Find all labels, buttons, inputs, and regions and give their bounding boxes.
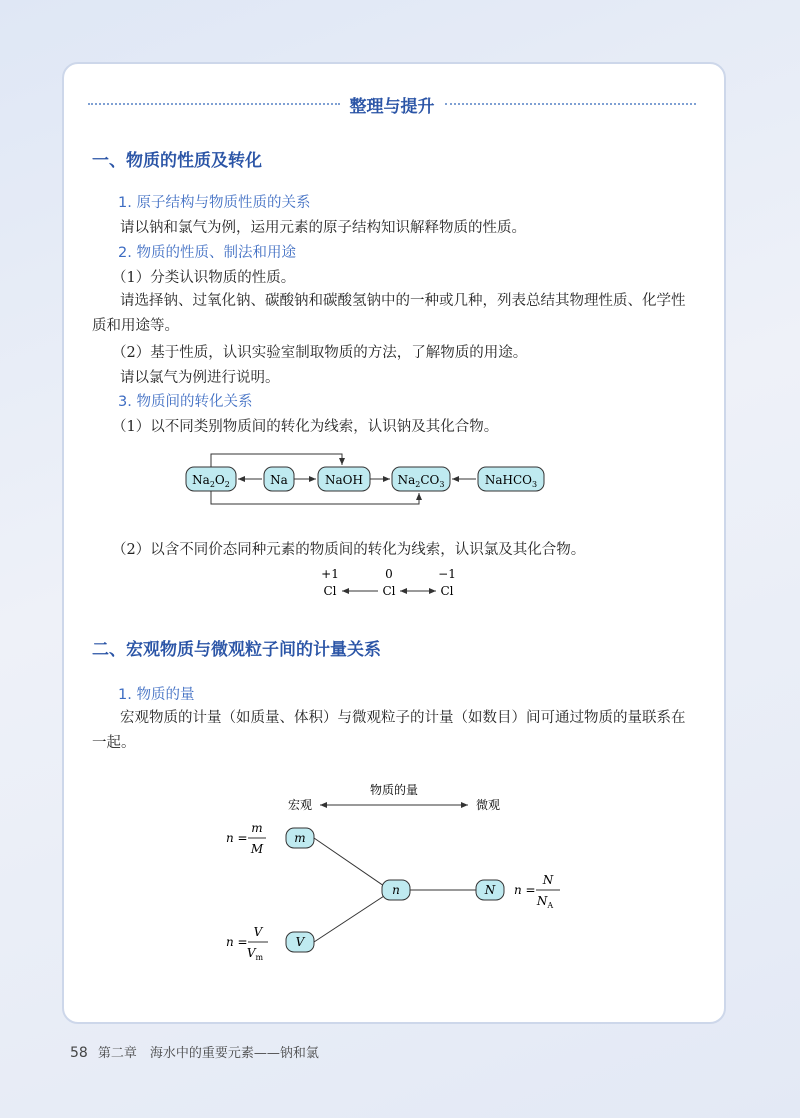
arrow-na2o2-to-naoh xyxy=(211,454,342,467)
cl-minus1: Cl xyxy=(440,584,454,598)
mole-relationship-diagram xyxy=(214,776,574,976)
formula3-den: $N_A$ xyxy=(536,894,554,910)
formula2-num: V xyxy=(253,925,263,939)
link-m-n xyxy=(314,838,384,886)
part1-s3-item1: （1）以不同类别物质间的转化为线索，认识钠及其化合物。 xyxy=(112,419,499,435)
valence-minus1: −1 xyxy=(438,567,456,581)
formula3-num: N xyxy=(542,873,554,887)
sodium-conversion-diagram xyxy=(176,446,556,516)
symbol-N: N xyxy=(484,883,496,897)
label-na2o2: $Na_2O_2$ xyxy=(192,473,230,489)
symbol-m: m xyxy=(294,831,306,845)
part2-heading: 二、宏观物质与微观粒子间的计量关系 xyxy=(92,640,381,660)
formula2-den: $V_m$ xyxy=(246,946,264,962)
section-title-bar xyxy=(88,92,696,116)
part1-s1-text: 请以钠和氯气为例，运用元素的原子结构知识解释物质的性质。 xyxy=(120,220,526,236)
valence-zero: 0 xyxy=(385,567,393,581)
part1-s2-item2-text: 请以氯气为例进行说明。 xyxy=(120,370,280,386)
formula1-num: m xyxy=(251,821,263,835)
chapter-title: 第二章 海水中的重要元素——钠和氯 xyxy=(97,1046,319,1061)
label-macro: 宏观 xyxy=(287,798,313,812)
label-amount-of-substance: 物质的量 xyxy=(369,783,419,797)
formula2-lhs: n = xyxy=(226,935,248,949)
symbol-v: V xyxy=(295,935,305,949)
cl-zero: Cl xyxy=(382,584,396,598)
chlorine-valence-diagram xyxy=(310,562,470,602)
formula3-lhs: n = xyxy=(514,883,536,897)
section-title: 整理与提升 xyxy=(349,96,435,117)
dotted-rule-right xyxy=(445,103,697,105)
label-nahco3: NaHCO$_3$ xyxy=(484,473,538,489)
cl-plus1: Cl xyxy=(323,584,337,598)
page-footer xyxy=(70,1042,319,1061)
formula1-lhs: n = xyxy=(226,831,248,845)
valence-plus1: +1 xyxy=(321,567,339,581)
symbol-n: n xyxy=(392,883,400,897)
part1-s2-title: 2. 物质的性质、制法和用途 xyxy=(118,245,296,261)
formula1-den: M xyxy=(250,842,264,856)
part1-s2-item2: （2）基于性质，认识实验室制取物质的方法，了解物质的用途。 xyxy=(112,345,528,361)
label-na: Na xyxy=(270,473,288,487)
part1-s3-item2: （2）以含不同价态同种元素的物质间的转化为线索，认识氯及其化合物。 xyxy=(112,542,586,558)
part1-s2-item1: （1）分类认识物质的性质。 xyxy=(112,270,296,286)
part1-s2-item1-text: 请选择钠、过氧化钠、碳酸钠和碳酸氢钠中的一种或几种，列表总结其物理性质、化学性质和用途等。 xyxy=(92,293,686,334)
link-v-n xyxy=(314,896,384,942)
label-naoh: NaOH xyxy=(325,473,363,487)
part2-s1-title: 1. 物质的量 xyxy=(118,687,195,703)
label-micro: 微观 xyxy=(475,798,501,812)
label-na2co3: $Na_2CO_3$ xyxy=(397,473,445,489)
part2-s1-text: 宏观物质的计量（如质量、体积）与微观粒子的计量（如数目）间可通过物质的量联系在一起。 xyxy=(92,710,686,751)
part1-heading: 一、物质的性质及转化 xyxy=(92,151,262,171)
dotted-rule-left xyxy=(88,103,340,105)
part1-s3-title: 3. 物质间的转化关系 xyxy=(118,394,253,410)
part1-s1-title: 1. 原子结构与物质性质的关系 xyxy=(118,195,311,211)
page-number: 58 xyxy=(70,1045,88,1061)
arrow-na2o2-to-na2co3 xyxy=(211,491,419,504)
